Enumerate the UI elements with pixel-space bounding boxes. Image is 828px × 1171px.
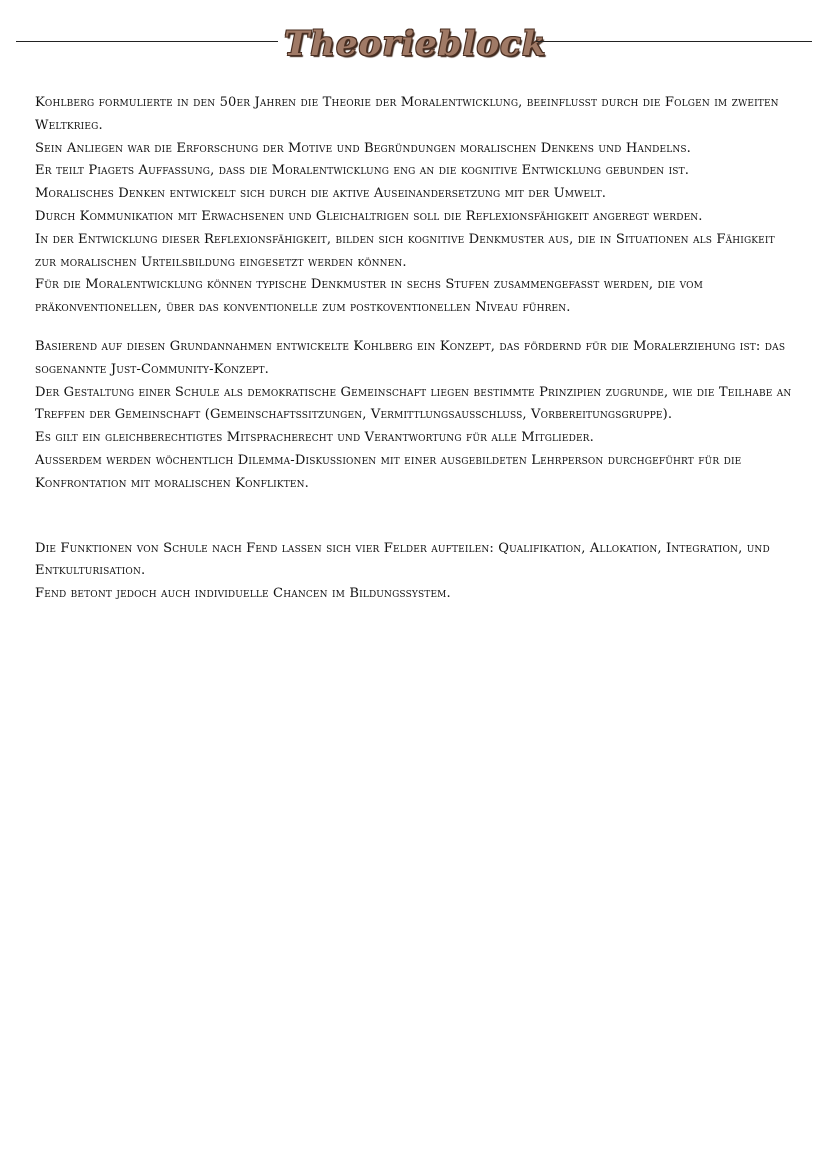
- section-fend-functions: [35, 538, 795, 606]
- paragraph: Er teilt Piagets Auffassung, dass die Moralentwicklung eng an die kognitive Entwicklung gebunden ist.: [35, 163, 690, 179]
- paragraph: Kohlberg formulierte in den 50er Jahren die Theorie der Moralentwicklung, beeinflusst durch die Folgen im zweiten Weltkrieg.: [35, 95, 779, 133]
- header-rule-right: [536, 41, 812, 42]
- header-rule-left: [16, 41, 278, 42]
- spacer: [35, 496, 795, 538]
- paragraph: Für die Moralentwicklung können typische Denkmuster in sechs Stufen zusammengefasst werden, die vom präkonventionellen, über das konventionelle zum postkoventionellen Niveau führen.: [35, 277, 703, 316]
- page-header: [0, 14, 828, 78]
- paragraph: Basierend auf diesen Grundannahmen entwickelte Kohlberg ein Konzept, das fördernd für die Moralerziehung ist: das sogenannte Just-Community-Konzept.: [35, 338, 786, 377]
- paragraph: Es gilt ein gleichberechtigtes Mitspracherecht und Verantwortung für alle Mitglieder.: [35, 430, 594, 446]
- paragraph: Durch Kommunikation mit Erwachsenen und Gleichaltrigen soll die Reflexionsfähigkeit angeregt werden.: [35, 208, 703, 224]
- paragraph: Moralisches Denken entwickelt sich durch die aktive Auseinandersetzung mit der Umwelt.: [35, 186, 607, 202]
- document-body: [35, 92, 795, 606]
- page-title: Theorieblock: [284, 24, 547, 64]
- paragraph: Sein Anliegen war die Erforschung der Motive und Begründungen moralischen Denkens und Handelns.: [35, 140, 691, 156]
- spacer: [35, 320, 795, 336]
- paragraph: Der Gestaltung einer Schule als demokratische Gemeinschaft liegen bestimmte Prinzipien zugrunde, wie die Teilhabe an Treffen der Gemeinschaft (Gemeinschaftssitzungen, Vermittlungsausschluss, Vorbereitungsgruppe).: [35, 384, 792, 423]
- section-just-community: [35, 336, 795, 496]
- paragraph: Ausserdem werden wöchentlich Dilemma-Diskussionen mit einer ausgebildeten Lehrperson durchgeführt für die Konfrontation mit moralischen Konflikten.: [35, 452, 742, 491]
- paragraph: Die Funktionen von Schule nach Fend lassen sich vier Felder aufteilen: Qualifikation, Allokation, Integration, und Entkulturisation.: [35, 540, 770, 579]
- section-kohlberg-theory: [35, 92, 795, 320]
- paragraph: Fend betont jedoch auch individuelle Chancen im Bildungssystem.: [35, 586, 451, 602]
- paragraph: In der Entwicklung dieser Reflexionsfähigkeit, bilden sich kognitive Denkmuster aus, die in Situationen als Fähigkeit zur moralischen Urteilsbildung eingesetzt werden können.: [35, 231, 775, 270]
